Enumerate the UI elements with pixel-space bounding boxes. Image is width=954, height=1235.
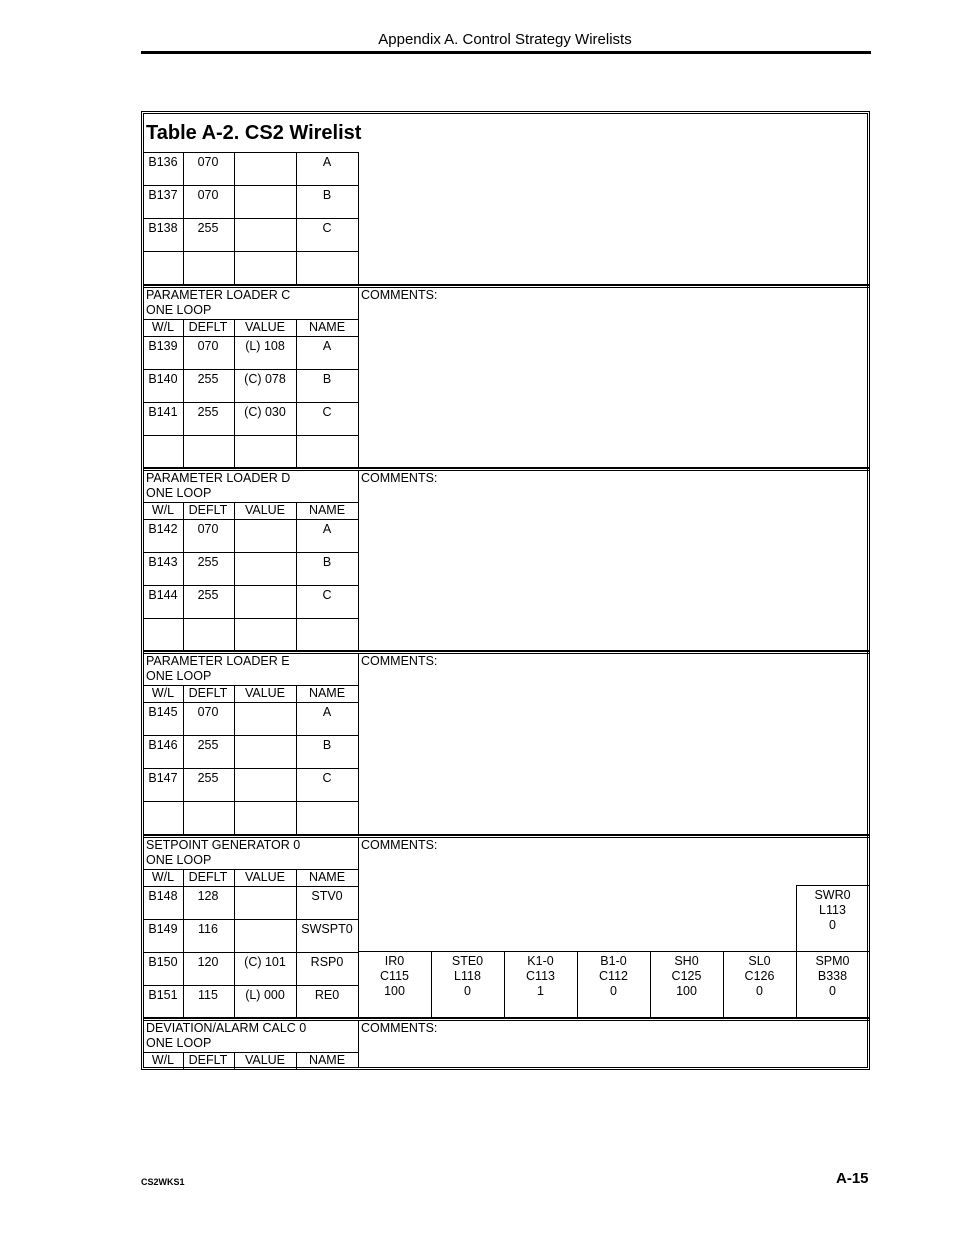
swr-box-line-0: SWR0 — [814, 888, 851, 902]
section-1-cell-r1-c0: B143 — [148, 555, 178, 569]
section-3-cell-r3-c3: RE0 — [314, 988, 340, 1002]
section-3-comments-label: COMMENTS: — [361, 838, 438, 852]
section-1-col-header-1: DEFLT — [188, 503, 228, 517]
param-box-4-line-0: SH0 — [674, 954, 699, 968]
rule-horizontal — [143, 185, 358, 186]
section-3-cell-r0-c0: B148 — [148, 889, 178, 903]
rule-vertical — [234, 886, 235, 1018]
section-3-cell-r2-c0: B150 — [148, 955, 178, 969]
section-3-cell-r2-c2: (C) 101 — [244, 955, 286, 969]
rule-vertical — [183, 869, 184, 886]
rule-horizontal — [143, 702, 358, 703]
param-box-4-line-2: 100 — [676, 984, 697, 998]
section-1-col-header-3: NAME — [308, 503, 346, 517]
param-box-6-line-1: B338 — [817, 969, 848, 983]
section-1-title-line2: ONE LOOP — [146, 486, 212, 500]
section-2-cell-r2-c1: 255 — [197, 771, 219, 785]
rule-horizontal — [358, 951, 869, 952]
rule-horizontal — [143, 801, 358, 802]
param-box-3-line-0: B1-0 — [600, 954, 627, 968]
swr-box-line-1: L113 — [819, 903, 846, 917]
top-rows-cell-r2-c1: 255 — [197, 221, 219, 235]
section-0-cell-r1-c3: B — [322, 372, 332, 386]
rule-horizontal — [143, 1017, 869, 1019]
rule-vertical — [183, 685, 184, 702]
rule-vertical — [296, 519, 297, 651]
section-1-cell-r2-c0: B144 — [148, 588, 178, 602]
section-0-col-header-0: W/L — [151, 320, 175, 334]
param-box-0-line-0: IR0 — [384, 954, 405, 968]
section-3-cell-r3-c2: (L) 000 — [245, 988, 285, 1002]
top-rows-cell-r2-c0: B138 — [148, 221, 178, 235]
rule-vertical — [183, 1052, 184, 1069]
section-1-cell-r2-c1: 255 — [197, 588, 219, 602]
rule-vertical — [234, 319, 235, 336]
section-4-title-line1: DEVIATION/ALARM CALC 0 — [146, 1021, 307, 1035]
rule-horizontal — [143, 952, 358, 953]
rule-vertical — [358, 519, 359, 651]
rule-vertical — [183, 519, 184, 651]
rule-vertical — [650, 951, 651, 1017]
rule-vertical — [358, 1020, 359, 1068]
section-0-cell-r1-c2: (C) 078 — [244, 372, 286, 386]
section-2-title-line2: ONE LOOP — [146, 669, 212, 683]
rule-vertical — [234, 702, 235, 834]
footer-doc-id: CS2WKS1 — [141, 1177, 185, 1187]
section-3-col-header-3: NAME — [308, 870, 346, 884]
section-0-title-line2: ONE LOOP — [146, 303, 212, 317]
rule-vertical — [143, 886, 144, 1018]
section-3-cell-r1-c0: B149 — [148, 922, 178, 936]
table-title: Table A-2. CS2 Wirelist — [146, 122, 362, 144]
section-0-cell-r2-c1: 255 — [197, 405, 219, 419]
param-box-5-line-2: 0 — [756, 984, 763, 998]
section-4-col-header-0: W/L — [151, 1053, 175, 1067]
rule-vertical — [358, 886, 359, 1018]
section-1-comments-label: COMMENTS: — [361, 471, 438, 485]
rule-horizontal — [143, 251, 358, 252]
section-0-title-line1: PARAMETER LOADER C — [146, 288, 291, 302]
rule-vertical — [723, 951, 724, 1017]
rule-horizontal — [143, 585, 358, 586]
section-3-cell-r2-c3: RSP0 — [310, 955, 344, 969]
top-rows-cell-r1-c0: B137 — [148, 188, 178, 202]
rule-vertical — [796, 951, 797, 1017]
rule-horizontal — [796, 885, 869, 886]
top-rows-cell-r1-c3: B — [322, 188, 332, 202]
section-1-cell-r0-c0: B142 — [148, 522, 178, 536]
param-box-3-line-1: C112 — [599, 969, 628, 983]
rule-horizontal — [143, 552, 358, 553]
section-3-col-header-1: DEFLT — [188, 870, 228, 884]
section-2-cell-r2-c0: B147 — [148, 771, 178, 785]
section-1-col-header-2: VALUE — [244, 503, 286, 517]
param-box-6-line-0: SPM0 — [815, 954, 850, 968]
param-box-2-line-1: C113 — [526, 969, 555, 983]
swr-box-line-2: 0 — [829, 918, 836, 932]
top-rows-cell-r2-c3: C — [322, 221, 332, 235]
rule-vertical — [234, 502, 235, 519]
section-2-col-header-1: DEFLT — [188, 686, 228, 700]
rule-horizontal — [143, 834, 869, 836]
section-2-cell-r1-c3: B — [322, 738, 332, 752]
section-3-cell-r0-c1: 128 — [197, 889, 219, 903]
rule-horizontal — [143, 336, 358, 337]
section-3-cell-r3-c0: B151 — [148, 988, 178, 1002]
rule-vertical — [234, 519, 235, 651]
section-3-col-header-0: W/L — [151, 870, 175, 884]
section-2-cell-r1-c1: 255 — [197, 738, 219, 752]
rule-horizontal — [143, 467, 869, 469]
section-4-comments-label: COMMENTS: — [361, 1021, 438, 1035]
rule-vertical — [143, 702, 144, 834]
rule-horizontal — [143, 218, 358, 219]
section-0-cell-r0-c0: B139 — [148, 339, 178, 353]
rule-vertical — [296, 886, 297, 1018]
rule-horizontal — [143, 985, 358, 986]
rule-vertical — [296, 685, 297, 702]
rule-horizontal — [143, 650, 869, 652]
param-box-5-line-1: C126 — [744, 969, 775, 983]
rule-vertical — [183, 702, 184, 834]
rule-vertical — [183, 152, 184, 284]
section-4-col-header-2: VALUE — [244, 1053, 286, 1067]
rule-horizontal — [143, 519, 358, 520]
rule-vertical — [296, 336, 297, 468]
rule-horizontal — [143, 402, 358, 403]
section-2-title-line1: PARAMETER LOADER E — [146, 654, 290, 668]
section-1-col-header-0: W/L — [151, 503, 175, 517]
section-2-comments-label: COMMENTS: — [361, 654, 438, 668]
rule-horizontal — [143, 435, 358, 436]
section-3-cell-r3-c1: 115 — [198, 988, 218, 1002]
rule-vertical — [431, 951, 432, 1017]
section-0-cell-r2-c0: B141 — [148, 405, 178, 419]
section-2-cell-r2-c3: C — [322, 771, 332, 785]
param-box-3-line-2: 0 — [610, 984, 617, 998]
param-box-1-line-0: STE0 — [451, 954, 484, 968]
section-0-cell-r0-c2: (L) 108 — [245, 339, 285, 353]
rule-horizontal — [143, 284, 869, 286]
section-2-cell-r1-c0: B146 — [148, 738, 178, 752]
rule-horizontal — [143, 1069, 358, 1070]
section-4-col-header-1: DEFLT — [188, 1053, 228, 1067]
section-1-cell-r0-c3: A — [322, 522, 332, 536]
rule-vertical — [296, 869, 297, 886]
page-header-title: Appendix A. Control Strategy Wirelists — [378, 31, 632, 48]
rule-vertical — [183, 336, 184, 468]
param-box-4-line-1: C125 — [671, 969, 702, 983]
section-0-cell-r0-c3: A — [322, 339, 332, 353]
section-0-col-header-3: NAME — [308, 320, 346, 334]
rule-vertical — [296, 702, 297, 834]
param-box-5-line-0: SL0 — [748, 954, 771, 968]
param-box-1-line-2: 0 — [464, 984, 471, 998]
rule-vertical — [358, 702, 359, 834]
param-box-1-line-1: L118 — [454, 969, 481, 983]
section-0-col-header-1: DEFLT — [188, 320, 228, 334]
top-rows-cell-r0-c0: B136 — [148, 155, 178, 169]
section-2-cell-r0-c1: 070 — [197, 705, 219, 719]
section-3-cell-r0-c3: STV0 — [311, 889, 343, 903]
rule-vertical — [234, 336, 235, 468]
section-0-comments-label: COMMENTS: — [361, 288, 438, 302]
section-4-title-line2: ONE LOOP — [146, 1036, 212, 1050]
rule-vertical — [143, 519, 144, 651]
section-1-cell-r1-c1: 255 — [197, 555, 219, 569]
section-3-cell-r1-c1: 116 — [198, 922, 218, 936]
section-3-cell-r2-c1: 120 — [197, 955, 219, 969]
rule-vertical — [234, 869, 235, 886]
rule-vertical — [183, 502, 184, 519]
rule-horizontal — [143, 618, 358, 619]
section-1-cell-r0-c1: 070 — [197, 522, 219, 536]
rule-vertical — [296, 502, 297, 519]
rule-horizontal — [143, 735, 358, 736]
rule-horizontal — [143, 369, 358, 370]
section-3-title-line1: SETPOINT GENERATOR 0 — [146, 838, 301, 852]
section-3-col-header-2: VALUE — [244, 870, 286, 884]
rule-horizontal — [143, 886, 358, 887]
rule-vertical — [234, 152, 235, 284]
rule-vertical — [143, 152, 144, 284]
section-3-title-line2: ONE LOOP — [146, 853, 212, 867]
rule-vertical — [358, 336, 359, 468]
section-0-cell-r1-c1: 255 — [197, 372, 219, 386]
section-2-col-header-3: NAME — [308, 686, 346, 700]
rule-vertical — [296, 319, 297, 336]
section-0-cell-r0-c1: 070 — [197, 339, 219, 353]
section-0-cell-r2-c2: (C) 030 — [244, 405, 286, 419]
rule-horizontal — [143, 152, 358, 153]
rule-vertical — [358, 152, 359, 284]
rule-horizontal — [143, 768, 358, 769]
footer-page-number: A-15 — [836, 1170, 869, 1187]
rule-vertical — [577, 951, 578, 1017]
section-1-cell-r1-c3: B — [322, 555, 332, 569]
rule-vertical — [296, 1052, 297, 1069]
section-2-col-header-2: VALUE — [244, 686, 286, 700]
rule-vertical — [796, 885, 797, 951]
param-box-0-line-2: 100 — [384, 984, 405, 998]
section-0-cell-r1-c0: B140 — [148, 372, 178, 386]
section-1-cell-r2-c3: C — [322, 588, 332, 602]
section-3-cell-r1-c3: SWSPT0 — [301, 922, 353, 936]
param-box-0-line-1: C115 — [380, 969, 409, 983]
top-rows-cell-r0-c1: 070 — [197, 155, 219, 169]
section-1-title-line1: PARAMETER LOADER D — [146, 471, 291, 485]
top-rows-cell-r1-c1: 070 — [197, 188, 219, 202]
rule-vertical — [296, 152, 297, 284]
header-rule — [141, 51, 871, 54]
rule-vertical — [234, 685, 235, 702]
rule-horizontal — [143, 919, 358, 920]
section-2-cell-r0-c3: A — [322, 705, 332, 719]
param-box-2-line-2: 1 — [537, 984, 544, 998]
param-box-2-line-0: K1-0 — [527, 954, 554, 968]
rule-vertical — [234, 1052, 235, 1069]
section-0-cell-r2-c3: C — [322, 405, 332, 419]
rule-vertical — [183, 319, 184, 336]
top-rows-cell-r0-c3: A — [322, 155, 332, 169]
rule-vertical — [504, 951, 505, 1017]
section-2-col-header-0: W/L — [151, 686, 175, 700]
section-2-cell-r0-c0: B145 — [148, 705, 178, 719]
section-4-col-header-3: NAME — [308, 1053, 346, 1067]
section-0-col-header-2: VALUE — [244, 320, 286, 334]
table-frame-inner — [143, 113, 868, 1068]
rule-vertical — [143, 336, 144, 468]
param-box-6-line-2: 0 — [829, 984, 836, 998]
